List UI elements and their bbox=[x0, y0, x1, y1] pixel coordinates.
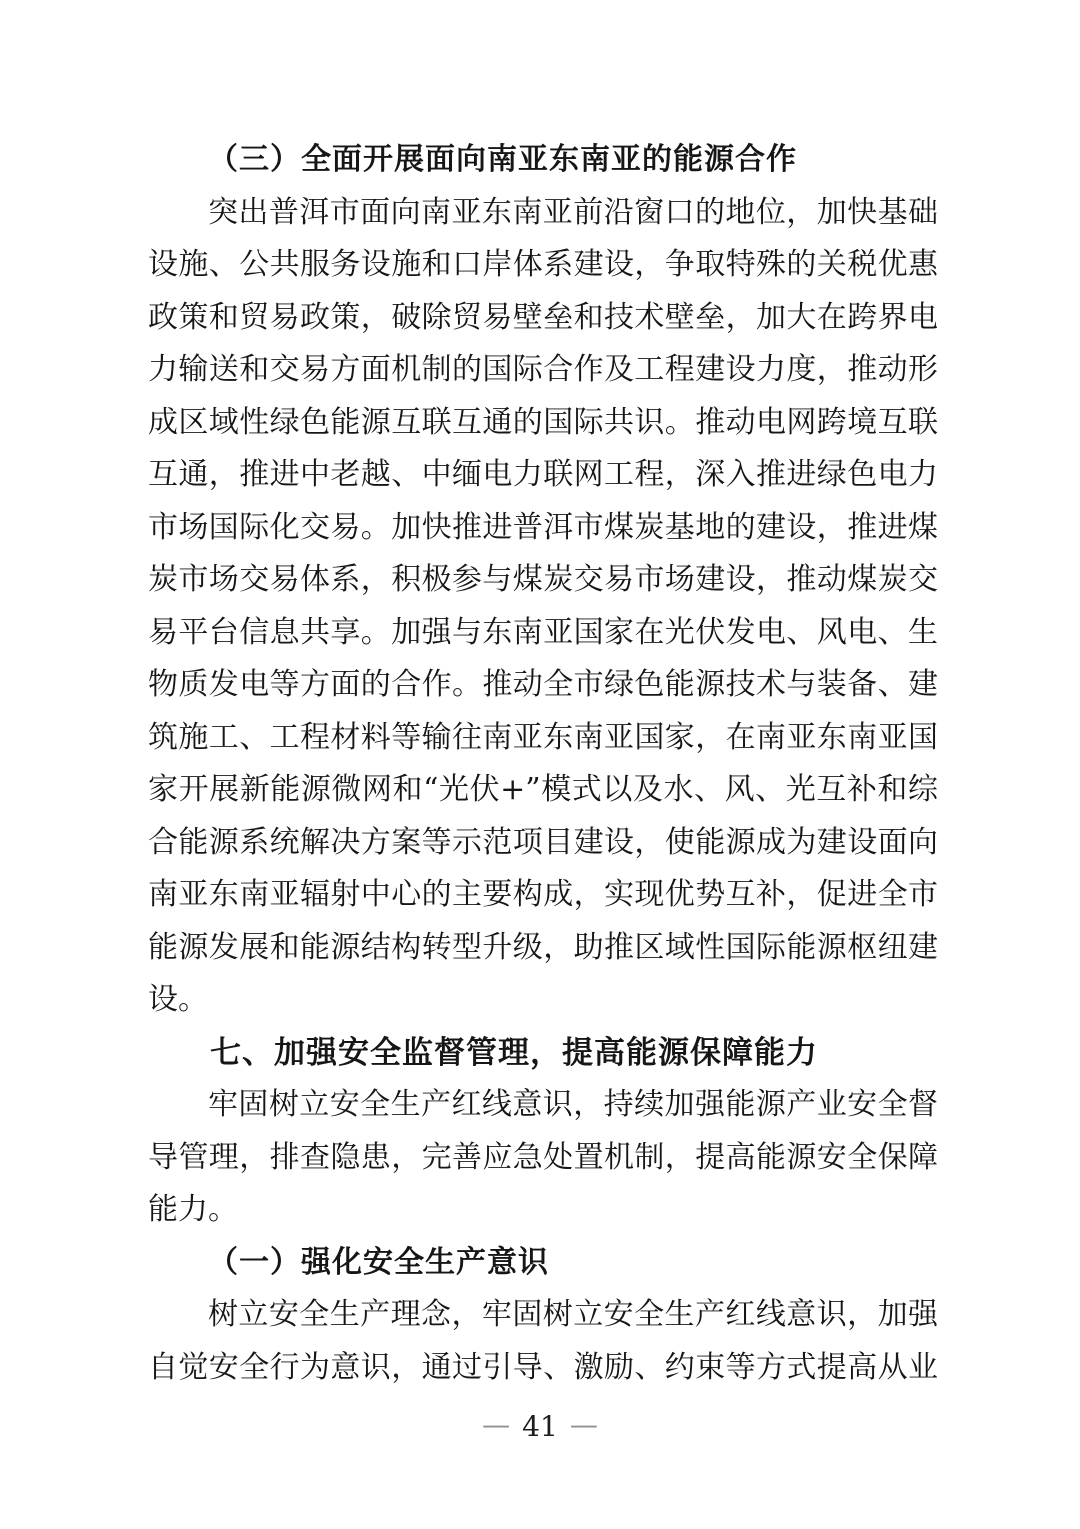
text-line: 互通，推进中老越、中缅电力联网工程，深入推进绿色电力 bbox=[148, 457, 938, 492]
text-line: 合能源系统解决方案等示范项目建设，使能源成为建设面向 bbox=[148, 824, 938, 860]
text-line: 易平台信息共享。加强与东南亚国家在光伏发电、风电、生 bbox=[148, 614, 938, 650]
paragraph-safety-awareness bbox=[148, 1289, 938, 1394]
text-line: 南亚东南亚辐射中心的主要构成，实现优势互补，促进全市 bbox=[148, 877, 938, 912]
text-line: 导管理，排查隐患，完善应急处置机制，提高能源安全保障 bbox=[148, 1139, 938, 1175]
section-heading-seven: 七、加强安全监督管理，提高能源保障能力 bbox=[210, 1034, 818, 1071]
footer-dash-left: — bbox=[482, 1408, 511, 1441]
footer-dash-right: — bbox=[569, 1408, 598, 1441]
text-line: 物质发电等方面的合作。推动全市绿色能源技术与装备、建 bbox=[148, 667, 938, 702]
text-line: 政策和贸易政策，破除贸易壁垒和技术壁垒，加大在跨界电 bbox=[148, 299, 938, 335]
text-line: 设。 bbox=[148, 982, 208, 1017]
paragraph-energy-cooperation bbox=[148, 187, 938, 1027]
text-line: 能力。 bbox=[148, 1192, 238, 1227]
page-footer bbox=[0, 1410, 1080, 1443]
text-line: 牢固树立安全生产红线意识，持续加强能源产业安全督 bbox=[208, 1087, 938, 1122]
paragraph-safety-overview bbox=[148, 1079, 938, 1237]
page-number: 41 bbox=[522, 1410, 558, 1443]
text-line: 设施、公共服务设施和口岸体系建设，争取特殊的关税优惠 bbox=[148, 247, 938, 282]
text-line: 能源发展和能源结构转型升级，助推区域性国际能源枢纽建 bbox=[148, 929, 938, 965]
text-line: 自觉安全行为意识，通过引导、激励、约束等方式提高从业 bbox=[148, 1349, 938, 1385]
text-line: 炭市场交易体系，积极参与煤炭交易市场建设，推动煤炭交 bbox=[148, 562, 938, 597]
text-line: 力输送和交易方面机制的国际合作及工程建设力度，推动形 bbox=[148, 352, 938, 387]
text-line: 树立安全生产理念，牢固树立安全生产红线意识，加强 bbox=[208, 1297, 938, 1332]
section-heading-one: （一）强化安全生产意识 bbox=[208, 1244, 549, 1280]
text-line: 成区域性绿色能源互联互通的国际共识。推动电网跨境互联 bbox=[148, 404, 938, 440]
section-heading-three: （三）全面开展面向南亚东南亚的能源合作 bbox=[208, 142, 797, 177]
text-line: 家开展新能源微网和“光伏+”模式以及水、风、光互补和综 bbox=[148, 772, 938, 807]
text-line: 突出普洱市面向南亚东南亚前沿窗口的地位，加快基础 bbox=[208, 194, 938, 230]
text-line: 市场国际化交易。加快推进普洱市煤炭基地的建设，推进煤 bbox=[148, 509, 938, 545]
document-body bbox=[148, 134, 938, 1394]
text-line: 筑施工、工程材料等输往南亚东南亚国家，在南亚东南亚国 bbox=[148, 719, 938, 755]
